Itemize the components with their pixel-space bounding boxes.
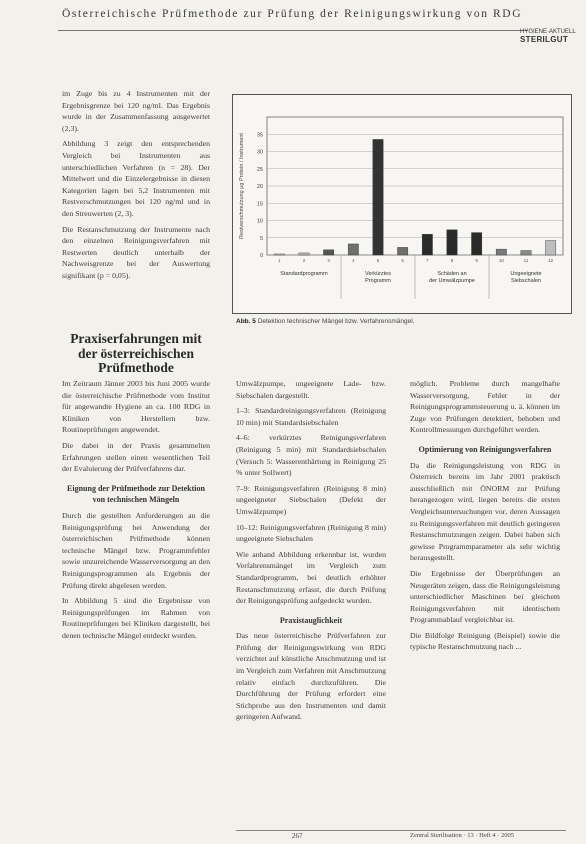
- section-subheading: Praxistauglichkeit: [279, 615, 343, 625]
- header-rule: [58, 30, 528, 31]
- footer-magazine: Zentral Sterilisation · 13 · Heft 4 · 2005: [410, 832, 514, 839]
- x-tick-label: 9: [475, 258, 478, 263]
- caption-text: Detektion technischer Mängel bzw. Verfahrensmängel.: [257, 318, 415, 325]
- x-tick-label: 4: [352, 258, 355, 263]
- section-subheading: Optimierung von Reinigungsverfahren: [418, 444, 552, 454]
- article-heading: Praxiserfahrungen mit der österreichischen Prüfmethode: [70, 331, 202, 375]
- x-tick-label: 5: [376, 258, 380, 263]
- paragraph: Die Ergebnisse der Überprüfungen an Neugeräten zeigen, dass die Reinigungsleistung unterschiedlicher Maschinen bei gleichem Reinigungsverfahren mit identischem Programmablauf vergleichbar ist.: [410, 568, 560, 625]
- column-3: [410, 378, 560, 657]
- journal-logo: [520, 28, 586, 44]
- y-tick-label: 10: [256, 218, 263, 225]
- group-label: der Umwälzpumpe: [429, 278, 475, 284]
- paragraph: Abbildung 3 zeigt den entsprechenden Vergleich bei Instrumenten aus unterschiedlichen Verfahren (n = 28). Der Mittelwert und die Einzelergebnisse in diesen Kategorien lagen bei 5,2 Instrumenten mit Restverschmutzungen bei 120 ng/ml und in den Streuwerten (2, 3).: [62, 139, 210, 218]
- x-tick-label: 12: [548, 258, 554, 263]
- running-header: Österreichische Prüfmethode zur Prüfung der Reinigungswirkung von RDG: [62, 8, 523, 20]
- list-item: 4–6: verkürztes Reinigungsverfahren (Reinigung 5 min) mit Standardsiebschalen (Versuch 5: Wasserenthärtung in Reinigung 25 % unter Sollwert): [236, 433, 386, 478]
- column-1-intro: [62, 88, 210, 286]
- list-item: 1–3: Standardreinigungsverfahren (Reinigung 10 min) mit Standardsiebschalen: [236, 406, 386, 427]
- group-label: Verkürztes: [365, 271, 391, 277]
- paragraph: Das neue österreichische Prüfverfahren zur Prüfung der Reinigungswirkung von RDG verzichtet auf künstliche Anschmutzung und ist im Vergleich zum Verfahren mit Anschmutzung relativ einfach durchzuführen. Die Durchführung der Prüfung erfordert eine Stichprobe aus den Instrumenten und damit geringeren Aufwand.: [236, 631, 386, 722]
- list-item: 7–9: Reinigungsverfahren (Reinigung 8 min) ungeeigneter Siebschalen (Defekt der Umwälzpumpe): [236, 483, 386, 516]
- bar: [274, 254, 284, 255]
- caption-label: Abb. 5: [236, 318, 256, 325]
- paragraph: Umwälzpumpe, ungeeignete Lade- bzw. Siebschalen dargestellt.: [236, 379, 386, 400]
- x-tick-label: 6: [401, 258, 404, 263]
- x-tick-label: 3: [327, 258, 330, 263]
- column-2: [236, 378, 386, 727]
- bar: [299, 253, 309, 255]
- y-tick-label: 0: [259, 253, 263, 259]
- x-tick-label: 2: [302, 258, 306, 263]
- y-tick-label: 15: [256, 201, 263, 208]
- y-tick-label: 30: [256, 149, 263, 156]
- bar: [348, 244, 358, 255]
- bar: [471, 233, 481, 255]
- group-label: Standardprogramm: [280, 271, 328, 277]
- bar-chart: [233, 95, 571, 313]
- x-tick-label: 10: [498, 258, 504, 263]
- paragraph: Durch die gestellten Anforderungen an die Reinigungsprüfung bei Anwendung der österreichischen Prüfmethode können technische Mängel bzw. Programmfehler sowie unzureichende Wasserversorgung an den Reinigungsprogrammen als Ergebnis der Prüfung direkt abgelesen werden.: [62, 510, 210, 590]
- group-label: Programm: [365, 278, 391, 284]
- y-tick-label: 5: [259, 235, 263, 242]
- paragraph: im Zuge bis zu 4 Instrumenten mit der Ergebnisgrenze bei 120 ng/ml. Das Ergebnis wurde in der Zusammenfassung ausgewertet (2,3).: [62, 89, 210, 133]
- figure-caption: [236, 318, 566, 325]
- x-tick-label: 11: [523, 258, 529, 263]
- paragraph: Im Zeitraum Jänner 2003 bis Juni 2005 wurde die österreichische Prüfmethode vom Institut für angewandte Hygiene an ca. 100 RDG in Kliniken von Herstellern bzw. Routineprüfungen angewendet.: [62, 379, 210, 435]
- x-tick-label: 7: [426, 258, 429, 263]
- footer-rule: [236, 830, 566, 831]
- paragraph: Die Bildfolge Reinigung (Beispiel) sowie die typische Restanschmutzung nach ...: [410, 630, 560, 652]
- column-1-body: [62, 378, 210, 645]
- paragraph: Wie anhand Abbildung erkennbar ist, wurden Verfahrensmängel im Vergleich zum Standardprogramm, bei deutlich erhöhter Restanschmutzung erfasst, die durch Prüfung der Reinigungsprüfung aufgedeckt wurden.: [236, 549, 386, 606]
- bar: [422, 234, 432, 255]
- bar: [323, 250, 333, 255]
- page-number: 267: [292, 832, 303, 840]
- section-subheading: Eignung der Prüfmethode zur Detektion von technischen Mängeln: [67, 483, 205, 505]
- x-tick-label: 8: [450, 258, 454, 263]
- x-tick-label: 1: [278, 258, 281, 263]
- group-label: Ungeeignete: [510, 271, 542, 277]
- bar: [521, 251, 531, 255]
- list-item: 10–12: Reinigungsverfahren (Reinigung 8 min) ungeeignete Siebschalen: [236, 522, 386, 544]
- paragraph: möglich. Probleme durch mangelhafte Wasserversorgung, Fehler in der Reinigungsprogrammsteuerung u. ä. können im Zuge von Prüfungen detektiert, behoben und Kontrollmessungen durchgeführt werden.: [410, 379, 560, 435]
- bar: [373, 139, 383, 255]
- group-label: Siebschalen: [511, 278, 541, 284]
- group-label: Schäden an: [437, 271, 467, 277]
- bar: [496, 249, 506, 255]
- paragraph: In Abbildung 5 sind die Ergebnisse von Reinigungsprüfungen im Rahmen von Routineprüfungen bei Kliniken dargestellt, bei denen technische Mängel entdeckt wurden.: [62, 596, 210, 640]
- journal-logo-small: HYGIENE·AKTUELL: [520, 29, 576, 35]
- y-tick-label: 35: [256, 132, 263, 139]
- paragraph: Die dabei in der Praxis gesammelten Erfahrungen stellen einen wesentlichen Teil der Evaluierung der Prüfverfahrens dar.: [62, 440, 210, 474]
- paragraph: Da die Reinigungsleistung von RDG in Österreich bereits im Jahr 2001 praktisch ausschließlich mit ÖNORM zur Prüfung herangezogen wird, liegen bereits die ersten Vergleichsuntersuchungen vor, deren Aussagen zu Reinigungsverfahren mit deutlich geringeren Restanschmutzungen zeigen. Dabei haben sich gewisse Programmparameter als sehr wichtig herausgestellt.: [410, 460, 560, 563]
- y-tick-label: 20: [256, 184, 263, 190]
- y-axis-label: Restverschmutzung µg Protein / Instrument: [239, 133, 245, 239]
- figure-chart: [232, 94, 572, 314]
- bar: [447, 230, 457, 255]
- y-tick-label: 25: [256, 166, 263, 173]
- paragraph: Die Restanschmutzung der Instrumente nach den einzelnen Reinigungsverfahren mit Restwerten deutlich unterhalb der Nachweisgrenze bei der Auswertung signifikant (p = 0,05).: [62, 224, 210, 280]
- journal-logo-big: STERILGUT: [520, 35, 569, 44]
- bar: [545, 241, 555, 255]
- bar: [397, 247, 407, 255]
